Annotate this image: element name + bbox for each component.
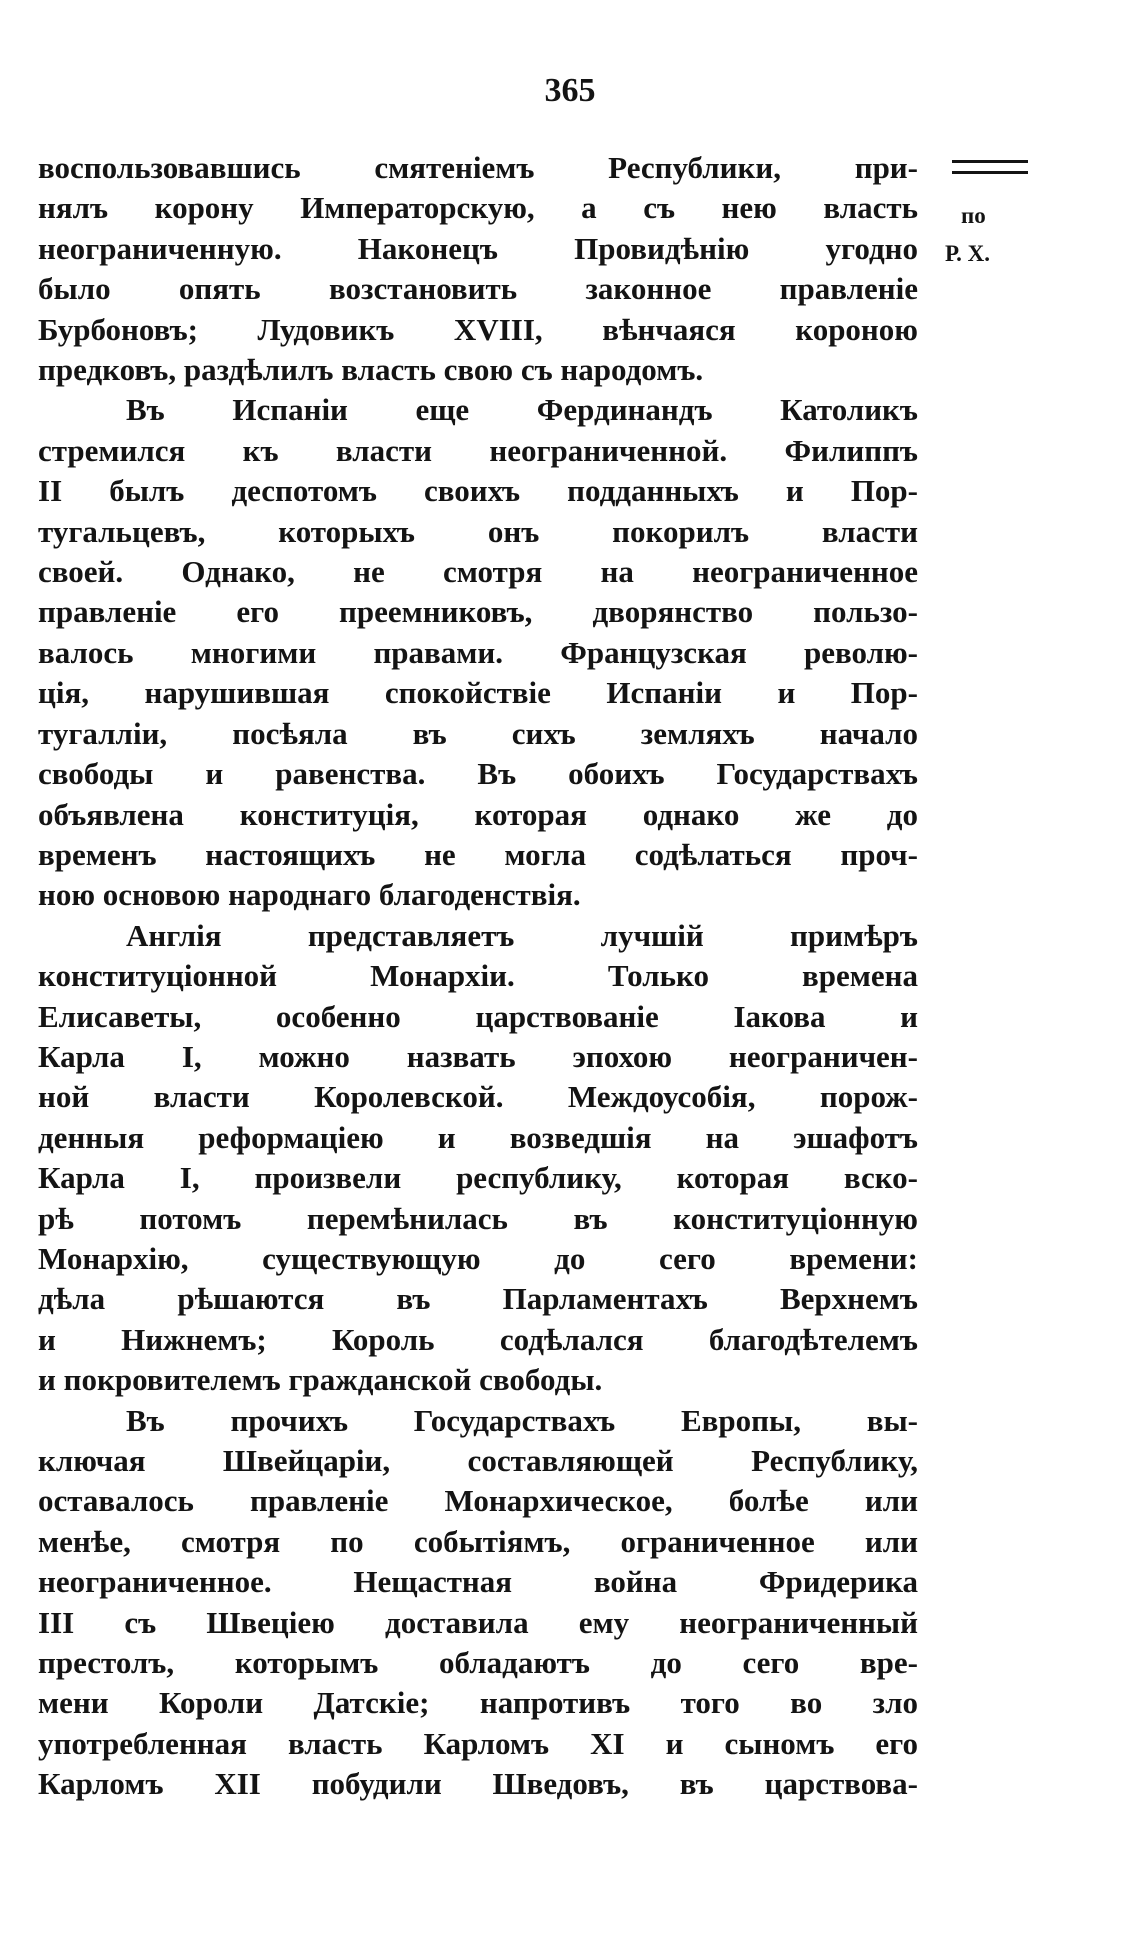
margin-note-line-1: по [961, 203, 986, 228]
text-line: оставалось правленіе Монархическое, болѣе или [38, 1483, 918, 1519]
text-line: рѣ потомъ перемѣнилась въ конституціонную [38, 1200, 918, 1236]
text-line: Елисаветы, особенно царствованіе Іакова и [38, 998, 918, 1034]
text-line: конституціонной Монархіи. Только времена [38, 958, 918, 994]
paragraph-1 [38, 148, 918, 390]
text-line: II былъ деспотомъ своихъ подданныхъ и Пор- [38, 473, 918, 509]
text-line: престолъ, которымъ обладаютъ до сего вре- [38, 1645, 918, 1681]
text-line: своей. Однако, не смотря на неограниченное [38, 554, 918, 590]
margin-rule [952, 160, 1028, 174]
text-line: Въ Испаніи еще Фердинандъ Католикъ [126, 392, 918, 428]
text-line: воспользовавшись смятеніемъ Республики, при- [38, 150, 918, 185]
text-line: тугалліи, посѣяла въ сихъ земляхъ начало [38, 715, 918, 751]
text-line: Карла I, можно назвать эпохою неограничен- [38, 1038, 918, 1074]
text-line: менѣе, смотря по событіямъ, ограниченное или [38, 1523, 918, 1559]
text-line: ной власти Королевской. Междоусобія, порож- [38, 1079, 918, 1115]
text-line: и Нижнемъ; Король содѣлался благодѣтелемъ [38, 1321, 918, 1357]
paragraph-3 [38, 916, 918, 1401]
text-line: III съ Швеціею доставила ему неограниченный [38, 1604, 918, 1640]
paragraph-2 [38, 390, 918, 915]
text-line: неограниченную. Наконецъ Провидѣнію угодно [38, 230, 918, 266]
text-line: дѣла рѣшаются въ Парламентахъ Верхнемъ [38, 1281, 918, 1317]
text-line: ція, нарушившая спокойствіе Испаніи и Пор- [38, 675, 918, 711]
page-number: 365 [544, 72, 596, 109]
text-line: ключая Швейцаріи, составляющей Республику, [38, 1443, 918, 1478]
body-text [38, 148, 918, 1805]
text-line: и покровителемъ гражданской свободы. [38, 1362, 603, 1398]
text-line: свободы и равенства. Въ обоихъ Государствахъ [38, 756, 918, 792]
text-line: мени Короли Датскіе; напротивъ того во зло [38, 1685, 918, 1721]
text-line: Карломъ XII побудили Шведовъ, въ царствова- [38, 1766, 918, 1802]
text-line: Бурбоновъ; Лудовикъ XVIII, вѣнчаяся короною [38, 311, 918, 347]
text-line: Англія представляетъ лучшій примѣръ [126, 917, 918, 953]
text-line: временъ настоящихъ не могла содѣлаться проч- [38, 836, 918, 872]
text-line: правленіе его преемниковъ, дворянство пользо- [38, 594, 918, 630]
text-line: Въ прочихъ Государствахъ Европы, вы- [126, 1402, 918, 1438]
text-line: употребленная власть Карломъ XI и сыномъ его [38, 1725, 918, 1761]
text-line: неограниченное. Нещастная война Фридерика [38, 1564, 918, 1600]
text-line: тугальцевъ, которыхъ онъ покорилъ власти [38, 513, 918, 549]
text-line: нялъ корону Императорскую, а съ нею власть [38, 190, 918, 226]
text-line: объявлена конституція, которая однако же до [38, 796, 918, 832]
text-line: Монархію, существующую до сего времени: [38, 1240, 918, 1276]
text-line: ною основою народнаго благоденствія. [38, 877, 581, 913]
text-line: предковъ, раздѣлилъ власть свою съ народомъ. [38, 352, 704, 388]
margin-note-line-2: Р. Х. [945, 241, 991, 266]
paragraph-4 [38, 1401, 918, 1805]
text-line: Карла I, произвели республику, которая вско- [38, 1160, 918, 1196]
text-line: валось многими правами. Французская револю- [38, 634, 918, 670]
text-line: стремился къ власти неограниченной. Филиппъ [38, 432, 918, 468]
text-line: денныя реформаціею и возведшія на эшафотъ [38, 1119, 918, 1155]
text-line: было опять возстановить законное правленіе [38, 271, 918, 307]
